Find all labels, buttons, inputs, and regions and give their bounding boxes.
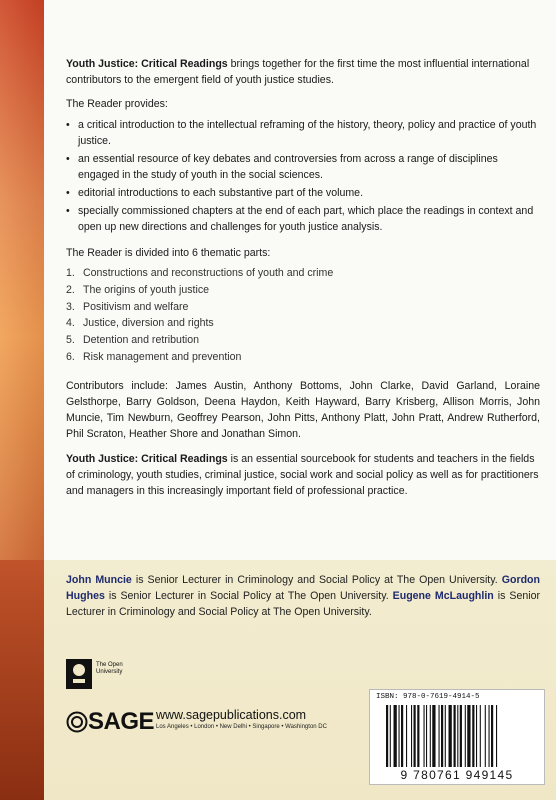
closing-paragraph: Youth Justice: Critical Readings is an essential sourcebook for students and teachers in the fields of criminology, youth studies, criminal justice, social work and social policy as well as for practitioners and managers in this increasingly important field of professional practice. [66,452,539,497]
list-item: • editorial introductions to each substantive part of the volume. [66,185,540,201]
sage-logo [66,708,154,736]
book-title: Youth Justice: Critical Readings [66,452,228,465]
barcode-icon [386,705,536,767]
publisher-cities: Los Angeles • London • New Delhi • Singapore • Washington DC [156,724,327,730]
intro-text: brings together for the first time the most influential international contributors to the emergent field of youth justice studies. [66,58,530,86]
list-item: 5. Detention and retribution [66,334,200,347]
open-university-logo-icon [66,659,92,689]
barcode-number: 9 780761 949145 [400,768,514,782]
provides-heading: The Reader provides: [66,98,168,110]
list-item: 2. The origins of youth justice [66,283,210,296]
author-name: Eugene McLaughlin [392,590,494,602]
list-item: 6. Risk management and prevention [66,350,242,363]
author-name: John Muncie [66,574,132,586]
list-item: • specially commissioned chapters at the end of each part, which place the readings in context and open up new directions and challenges for youth justice analysis. [66,203,540,235]
author-bios: John Muncie is Senior Lecturer in Criminology and Social Policy at The Open University. Gordon Hughes is Senior Lecturer in Social Policy at The Open University. Eugene McLaughlin is Senior Lecturer in Criminology and Social Policy at The Open University. [66,574,541,618]
sage-wordmark: SAGE [88,708,155,735]
book-title: Youth Justice: Critical Readings [66,58,228,70]
parts-list [66,265,540,366]
provides-list [66,117,540,235]
sage-mark-icon [66,711,88,733]
list-item: 3. Positivism and welfare [66,300,189,313]
list-item: 4. Justice, diversion and rights [66,317,214,330]
divided-heading: The Reader is divided into 6 thematic parts: [66,247,271,259]
open-university-name: The Open University [96,662,123,675]
blurb-text [66,56,540,499]
intro-paragraph [66,56,540,88]
list-item: • an essential resource of key debates and controversies from across a range of disciplines engaged in the study of youth in the social sciences. [66,151,540,183]
list-item: 1. Constructions and reconstructions of youth and crime [66,267,334,279]
cover-photo-strip-bottom [0,560,44,800]
contributors-paragraph: Contributors include: James Austin, Anthony Bottoms, John Clarke, David Garland, Loraine Gelsthorpe, Barry Goldson, Deena Haydon, Keith Hayward, Barry Krisberg, Allison Morris, John Muncie, Tim Newburn, Geoffrey Pearson, John Pitts, Anthony Platt, John Pratt, Andrew Rutherford, Phil Scraton, Heather Shore and Jonathan Simon. [66,379,540,440]
publisher-url[interactable]: www.sagepublications.com [156,708,307,722]
isbn-text: ISBN: 978-0-7619-4914-5 [376,693,480,701]
list-item: • a critical introduction to the intellectual reframing of the history, theory, policy and practice of youth justice. [66,117,540,149]
author-name: Gordon Hughes [66,574,540,602]
